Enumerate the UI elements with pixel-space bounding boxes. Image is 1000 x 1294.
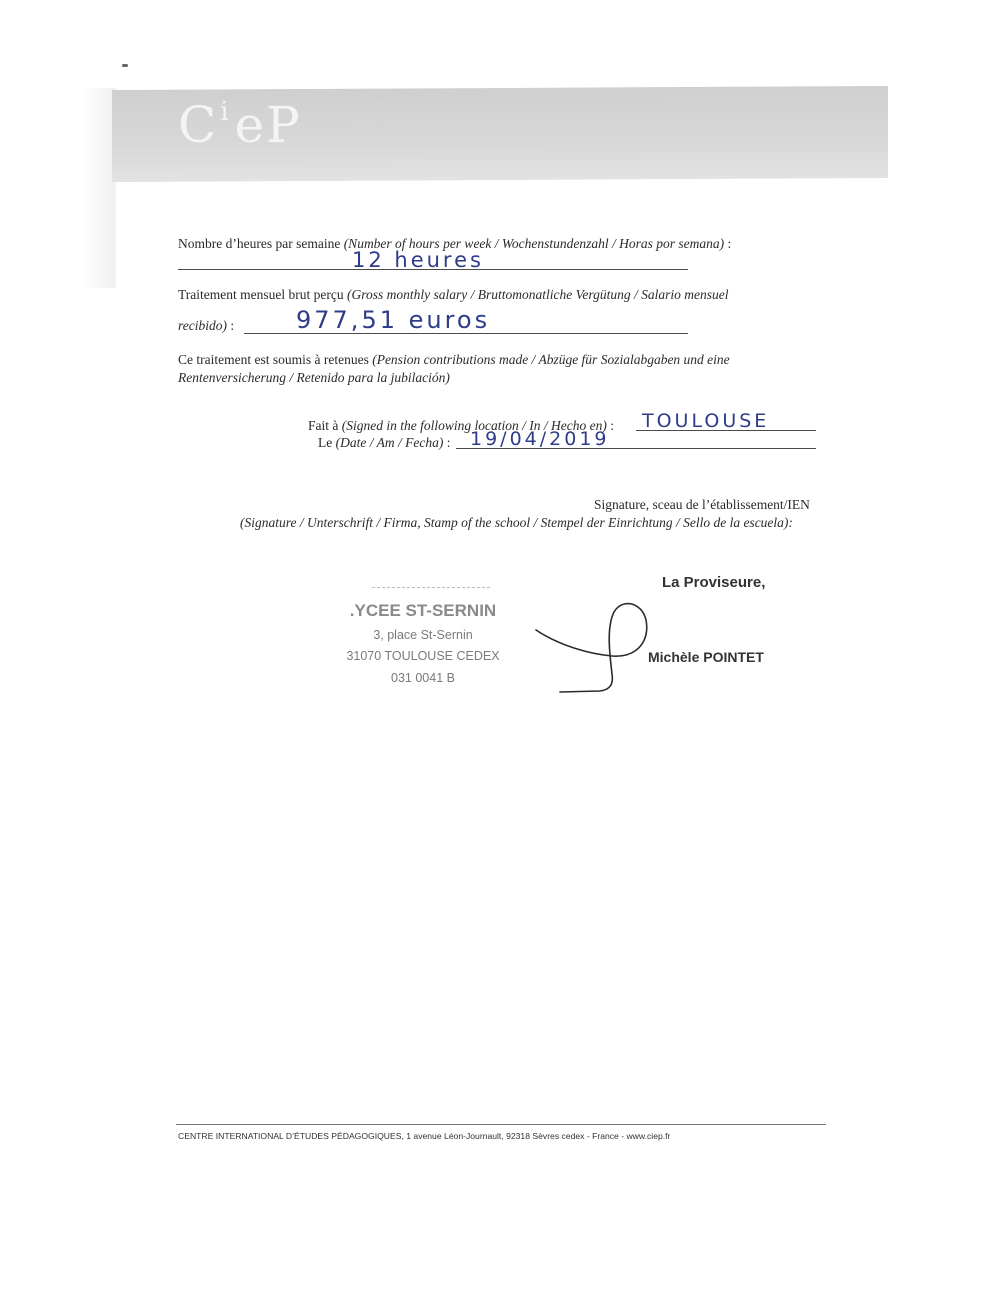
signature-label-translations: (Signature / Unterschrift / Firma, Stamp of the school / Stempel der Einrichtung / Sello de la escuela):	[240, 515, 793, 530]
hours-value: 12 heures	[352, 248, 484, 272]
date-value: 19/04/2019	[470, 428, 610, 450]
signatory-name: Michèle POINTET	[648, 649, 764, 665]
stamp-top-rule	[372, 587, 490, 588]
scan-speck	[122, 64, 128, 67]
salary-label-cont: recibido) :	[178, 318, 235, 333]
salary-label: Traitement mensuel brut perçu (Gross monthly salary / Bruttomonatliche Vergütung / Salario mensuel	[178, 287, 729, 302]
footer-address: CENTRE INTERNATIONAL D’ÉTUDES PÉDAGOGIQUES, 1 avenue Léon-Journault, 92318 Sèvres cedex - France - www.ciep.fr	[178, 1131, 671, 1141]
signature-label: Signature, sceau de l’établissement/IEN	[594, 497, 810, 512]
scan-shadow	[82, 88, 116, 288]
stamp-address: 3, place St-Sernin	[373, 628, 473, 642]
stamp-city: 31070 TOULOUSE CEDEX	[346, 649, 500, 663]
signatory-title: La Proviseure,	[662, 574, 766, 591]
salary-value: 977,51 euros	[296, 306, 491, 334]
stamp-school-name: .YCEE ST-SERNIN	[349, 601, 497, 620]
place-value: TOULOUSE	[642, 410, 770, 432]
handwritten-signature	[530, 596, 660, 700]
date-label: Le (Date / Am / Fecha) :	[318, 435, 451, 450]
place-label: Fait à (Signed in the following location / In / Hecho en) :	[308, 418, 614, 433]
stamp-code: 031 0041 B	[391, 671, 455, 685]
retenues-label: Ce traitement est soumis à retenues (Pension contributions made / Abzüge für Sozialabgaben und eine	[178, 352, 730, 367]
hours-label: Nombre d’heures par semaine (Number of hours per week / Wochenstundenzahl / Horas por semana) :	[178, 236, 732, 251]
retenues-label-cont: Rentenversicherung / Retenido para la jubilación)	[178, 370, 450, 385]
footer-rule	[176, 1124, 826, 1125]
ciep-logo: $C^ieP$	[178, 96, 302, 154]
